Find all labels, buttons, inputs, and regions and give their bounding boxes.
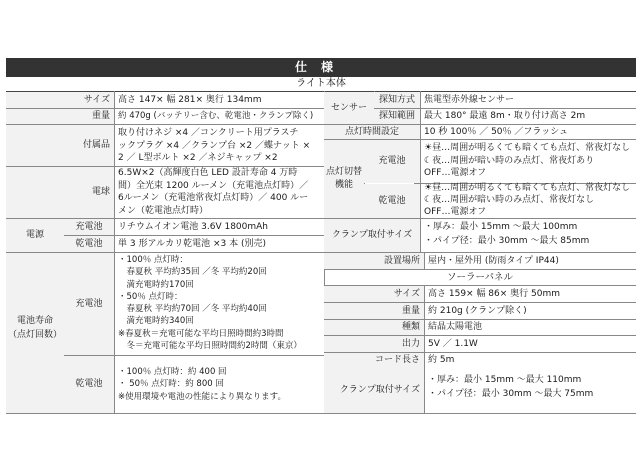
mode-dry-label: 乾電池 — [364, 184, 420, 218]
mode-rechargeable-label: 充電池 — [364, 140, 420, 183]
solar-size-value: 高さ 159× 幅 86× 奥行 50mm — [428, 289, 561, 299]
sensor-range-value: 最大 180° 最遠 8m・取り付け高さ 2m — [424, 111, 586, 121]
clamp-label: クランプ取付サイズ — [324, 219, 420, 252]
accessories-value: 取り付けネジ ×4 ／コンクリート用プラスチ ックプラグ ×4 ／クランプ台 ×2 ／蝶ナット × 2 ／ L型ボルト ×2 ／ネジキャップ ×2 — [118, 128, 311, 163]
solar-cord-label: コード長さ — [324, 353, 424, 367]
mode-rechargeable-value: ☀昼…周囲が明るくても暗くても点灯、常夜灯なし ☾夜…周囲が暗い時のみ点灯、常夜灯あり OFF…電源オフ — [424, 143, 631, 178]
clamp-value: ・厚み：最小 15mm 〜最大 100mm ・パイプ径：最小 30mm 〜最大 85mm — [424, 222, 590, 246]
row-divider — [6, 413, 636, 414]
solar-type-value: 結晶太陽電池 — [428, 322, 483, 332]
section-title-solar-panel: ソーラーパネル — [446, 272, 514, 283]
bulb-value: 6.5W×2（高輝度白色 LED 設計寿命 4 万時 間）全光束 1200 ルーメン（充電池点灯時）／ 6ルーメン（充電池常夜灯点灯時）／ 400 ルー メン（乾電池点灯時） — [118, 168, 309, 216]
sensor-method-label: 探知方式 — [374, 92, 420, 108]
size-label: サイズ — [6, 92, 114, 108]
mode-label: 点灯切替 機能 — [324, 140, 364, 218]
battery-life-label: 電池寿命 （点灯回数） — [6, 253, 64, 413]
spec-title: 仕様 — [6, 58, 636, 77]
solar-type-label: 種類 — [324, 320, 424, 335]
solar-clamp-value: ・厚み：最小 15mm 〜最大 110mm ・パイプ径：最小 30mm 〜最大 75mm — [428, 375, 594, 399]
power-rechargeable-value: リチウムイオン電池 3.6V 1800mAh — [118, 222, 269, 232]
battery-life-rechargeable-label: 充電池 — [64, 253, 114, 355]
duration-label: 点灯時間設定 — [324, 125, 420, 139]
power-label: 電源 — [6, 219, 64, 252]
bulb-label: 電球 — [6, 167, 114, 218]
battery-life-dry-label: 乾電池 — [64, 356, 114, 413]
battery-life-dry-value: ・100％ 点灯時：約 400 回 ・ 50％ 点灯時：約 800 回 ※使用環境や電池の性能により異なります。 — [118, 367, 286, 402]
sensor-method-value: 焦電型赤外線センサー — [424, 95, 515, 105]
solar-weight-value: 約 210g (クランプ除く) — [428, 306, 527, 316]
mode-dry-value: ☀昼…周囲が明るくても暗くても点灯、常夜灯なし ☾夜…周囲が暗い時のみ点灯、常夜灯なし OFF…電源オフ — [424, 183, 631, 217]
solar-output-label: 出力 — [324, 336, 424, 352]
weight-label: 重量 — [6, 109, 114, 124]
sensor-label: センサー — [324, 92, 374, 124]
solar-output-value: 5V ／ 1.1W — [428, 339, 478, 349]
power-rechargeable-label: 充電池 — [64, 219, 114, 235]
accessories-label: 付属品 — [6, 125, 114, 166]
duration-value: 10 秒 100％ ／ 50％ ／フラッシュ — [424, 127, 569, 137]
spec-sheet — [6, 58, 636, 414]
weight-value: 約 470g (バッテリー含む、乾電池・クランプ除く) — [118, 111, 314, 121]
solar-clamp-label: クランプ取付サイズ — [324, 367, 424, 413]
section-title-light-body: ライト本体 — [6, 77, 636, 92]
size-value: 高さ 147× 幅 281× 奥行 134mm — [118, 95, 262, 105]
power-dry-value: 単 3 形アルカリ乾電池 ×3 本 (別売) — [118, 239, 266, 249]
solar-weight-label: 重量 — [324, 303, 424, 319]
sensor-range-label: 探知範囲 — [374, 109, 420, 124]
solar-cord-value: 約 5m — [428, 355, 455, 365]
power-dry-label: 乾電池 — [64, 236, 114, 252]
location-value: 屋内・屋外用 (防雨タイプ IP44) — [428, 256, 559, 266]
battery-life-rechargeable-value: ・100％ 点灯時： 春夏秋 平均約35回 ／冬 平均約20回 満充電時約170回 ・50％ 点灯時： 春夏秋 平均約70回 ／冬 平均約40回 満充電時約340回 ※春夏秋＝充電可能な平均日照時間約3時間 冬＝充電可能な平均日照時間約2時間（東京） — [118, 255, 302, 352]
location-label: 設置場所 — [324, 253, 424, 269]
solar-size-label: サイズ — [324, 286, 424, 302]
